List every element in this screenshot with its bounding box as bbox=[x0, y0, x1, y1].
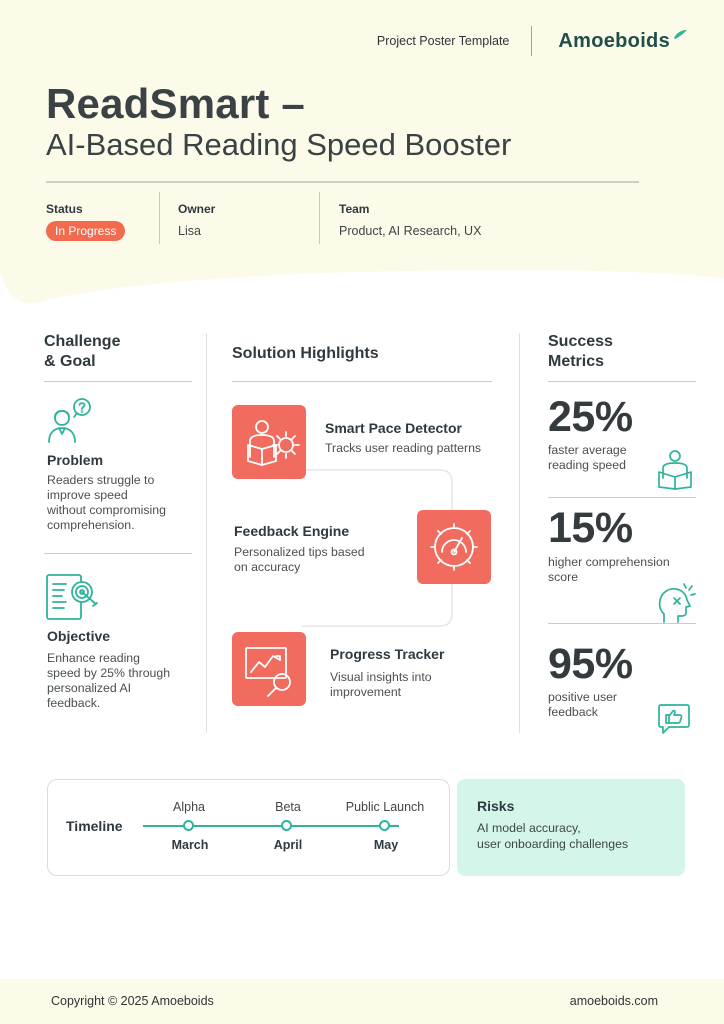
metric-description: faster average reading speed bbox=[548, 443, 627, 472]
status-badge: In Progress bbox=[46, 221, 125, 241]
page-title: ReadSmart – bbox=[46, 80, 305, 127]
footer-copyright: Copyright © 2025 Amoeboids bbox=[51, 994, 214, 1008]
risks-text: AI model accuracy, user onboarding challenges bbox=[477, 821, 629, 851]
metric-value: 95% bbox=[548, 640, 633, 688]
risks-title: Risks bbox=[477, 798, 515, 814]
meta-divider bbox=[319, 192, 320, 244]
metrics-heading: Success Metrics bbox=[548, 333, 613, 370]
team-field bbox=[339, 192, 481, 244]
meta-divider bbox=[159, 192, 160, 244]
progress-tracker-text: Visual insights into improvement bbox=[330, 670, 432, 699]
progress-tracker-title: Progress Tracker bbox=[330, 646, 445, 662]
reader-book-icon bbox=[655, 448, 695, 490]
smart-pace-text: Tracks user reading patterns bbox=[325, 441, 482, 455]
milestone-month: May bbox=[373, 838, 399, 852]
milestone-month: April bbox=[273, 838, 303, 852]
status-label: Status bbox=[46, 202, 83, 216]
brand-logo bbox=[558, 30, 688, 53]
brand-name: Amoeboids bbox=[558, 29, 670, 52]
footer-website-link[interactable]: amoeboids.com bbox=[569, 994, 658, 1008]
title-rule bbox=[46, 181, 639, 183]
section-rule bbox=[44, 553, 192, 554]
milestone-stage: Beta bbox=[275, 800, 301, 814]
feedback-engine-text: Personalized tips based on accuracy bbox=[234, 545, 365, 574]
thumbs-up-chat-icon bbox=[655, 703, 691, 735]
milestone-stage: Public Launch bbox=[345, 800, 425, 814]
team-value: Product, AI Research, UX bbox=[339, 224, 482, 238]
brain-idea-icon bbox=[656, 580, 698, 624]
metric-description: positive user feedback bbox=[548, 690, 618, 719]
problem-text: Readers struggle to improve speed without compromising comprehension. bbox=[47, 473, 166, 532]
heading-rule bbox=[232, 381, 492, 382]
timeline-track bbox=[143, 825, 399, 827]
person-question-icon bbox=[44, 396, 94, 446]
problem-title: Problem bbox=[47, 452, 104, 468]
owner-field bbox=[178, 192, 215, 244]
feedback-engine-title: Feedback Engine bbox=[234, 523, 350, 539]
objective-title: Objective bbox=[47, 628, 111, 644]
milestone-dot bbox=[183, 820, 194, 831]
page-subtitle: AI-Based Reading Speed Booster bbox=[46, 127, 512, 162]
milestone-dot bbox=[281, 820, 292, 831]
status-field bbox=[46, 192, 125, 244]
top-bar-divider bbox=[531, 26, 532, 56]
reader-gear-icon bbox=[232, 405, 306, 479]
progress-tracker-icon-box bbox=[232, 632, 306, 706]
milestone-dot bbox=[379, 820, 390, 831]
smart-pace-icon-box bbox=[232, 405, 306, 479]
heading-rule bbox=[44, 381, 192, 382]
metric-description: higher comprehension score bbox=[548, 555, 670, 584]
speedometer-gear-icon bbox=[417, 510, 491, 584]
metric-value: 15% bbox=[548, 504, 633, 552]
solution-heading: Solution Highlights bbox=[232, 345, 379, 362]
column-divider bbox=[519, 333, 520, 733]
metric-rule bbox=[548, 497, 696, 498]
smart-pace-title: Smart Pace Detector bbox=[325, 420, 462, 436]
metric-value: 25% bbox=[548, 393, 633, 441]
milestone-month: March bbox=[171, 838, 209, 852]
top-bar bbox=[377, 26, 688, 56]
target-document-icon bbox=[44, 572, 100, 622]
owner-value: Lisa bbox=[178, 224, 201, 238]
metric-rule bbox=[548, 623, 696, 624]
objective-text: Enhance reading speed by 25% through personalized AI feedback. bbox=[47, 651, 171, 710]
milestone-stage: Alpha bbox=[173, 800, 205, 814]
feedback-engine-icon-box bbox=[417, 510, 491, 584]
chart-magnifier-icon bbox=[232, 632, 306, 706]
poster-type-label: Project Poster Template bbox=[376, 34, 510, 48]
column-divider bbox=[206, 333, 207, 733]
timeline-label: Timeline bbox=[66, 818, 123, 834]
heading-rule bbox=[548, 381, 696, 382]
owner-label: Owner bbox=[178, 202, 216, 216]
brand-mark-icon bbox=[672, 28, 688, 40]
team-label: Team bbox=[339, 202, 370, 216]
challenge-heading: Challenge & Goal bbox=[44, 333, 121, 370]
